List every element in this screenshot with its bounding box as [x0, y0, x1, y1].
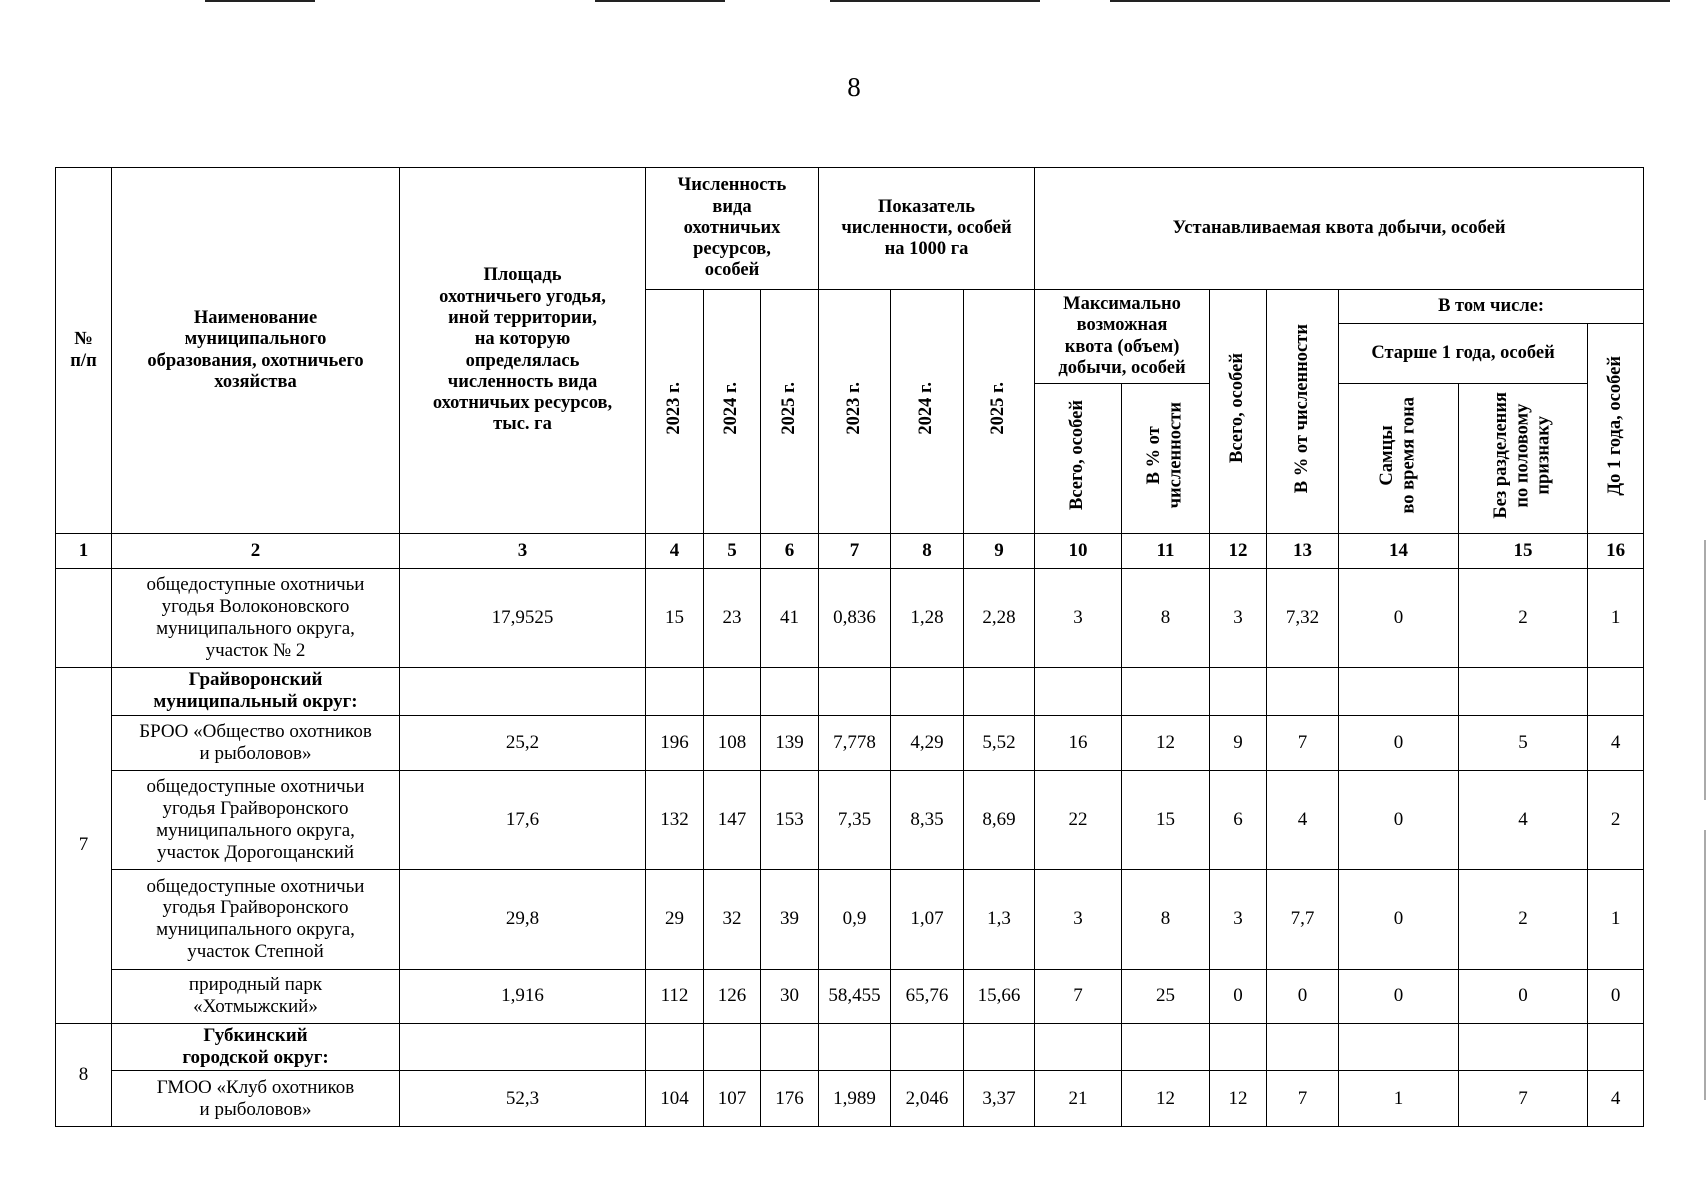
cell-col-12 — [1210, 1023, 1267, 1071]
header-den-2025 — [964, 290, 1035, 534]
cell-col-11 — [1122, 1023, 1210, 1071]
cell-col-11: 15 — [1122, 771, 1210, 869]
cell-col-16: 0 — [1588, 970, 1644, 1023]
header-quota: Устанавливаемая квота добычи, особей — [1035, 168, 1644, 290]
cell-col-14: 0 — [1339, 869, 1459, 970]
cell-col-14 — [1339, 667, 1459, 715]
cell-col-9: 8,69 — [964, 771, 1035, 869]
cell-col-5: 147 — [704, 771, 761, 869]
cell-col-7 — [819, 667, 891, 715]
cell-col-5: 126 — [704, 970, 761, 1023]
cell-col-16: 1 — [1588, 869, 1644, 970]
cell-col-16: 1 — [1588, 569, 1644, 667]
column-number: 15 — [1459, 534, 1588, 569]
header-den-2023 — [819, 290, 891, 534]
district-name: Губкинский городской округ: — [112, 1023, 400, 1071]
group-number — [56, 569, 112, 667]
table-row — [56, 869, 1644, 970]
column-number: 1 — [56, 534, 112, 569]
column-number: 8 — [891, 534, 964, 569]
cell-col-10 — [1035, 667, 1122, 715]
cell-col-8 — [891, 667, 964, 715]
header-den-2024-text: 2024 г. — [916, 382, 937, 435]
cell-col-16 — [1588, 1023, 1644, 1071]
cell-col-14: 0 — [1339, 970, 1459, 1023]
column-number: 12 — [1210, 534, 1267, 569]
cell-col-13: 7,7 — [1267, 869, 1339, 970]
cell-col-10: 7 — [1035, 970, 1122, 1023]
cell-col-7: 7,35 — [819, 771, 891, 869]
table-row — [56, 771, 1644, 869]
cell-col-3: 29,8 — [400, 869, 646, 970]
top-rule — [205, 0, 315, 2]
cell-col-16: 2 — [1588, 771, 1644, 869]
cell-col-6: 41 — [761, 569, 819, 667]
column-number: 11 — [1122, 534, 1210, 569]
table-row — [56, 1071, 1644, 1127]
header-total-q-text: Всего, особей — [1227, 353, 1248, 464]
cell-col-15: 2 — [1459, 869, 1588, 970]
cell-col-4: 132 — [646, 771, 704, 869]
column-number: 2 — [112, 534, 400, 569]
cell-col-9: 2,28 — [964, 569, 1035, 667]
cell-col-13: 7,32 — [1267, 569, 1339, 667]
cell-col-4: 15 — [646, 569, 704, 667]
cell-col-8: 1,07 — [891, 869, 964, 970]
header-density: Показатель численности, особей на 1000 га — [819, 168, 1035, 290]
table-row — [56, 1023, 1644, 1071]
top-rule — [830, 0, 1040, 2]
cell-col-14: 0 — [1339, 715, 1459, 771]
cell-col-3: 52,3 — [400, 1071, 646, 1127]
cell-col-5 — [704, 1023, 761, 1071]
hunting-quota-table — [55, 167, 1644, 1127]
hunting-ground-name: общедоступные охотничьи угодья Грайворонского муниципального округа, участок Дорогощанский — [112, 771, 400, 869]
cell-col-3: 17,6 — [400, 771, 646, 869]
cell-col-13: 7 — [1267, 1071, 1339, 1127]
cell-col-16 — [1588, 667, 1644, 715]
cell-col-4: 104 — [646, 1071, 704, 1127]
cell-col-3: 17,9525 — [400, 569, 646, 667]
column-number: 14 — [1339, 534, 1459, 569]
cell-col-7: 0,836 — [819, 569, 891, 667]
column-number-row — [56, 534, 1644, 569]
header-males-rut — [1339, 384, 1459, 534]
cell-col-13: 0 — [1267, 970, 1339, 1023]
cell-col-4 — [646, 667, 704, 715]
cell-col-8: 8,35 — [891, 771, 964, 869]
header-population: Численность вида охотничьих ресурсов, особей — [646, 168, 819, 290]
header-no-sex — [1459, 384, 1588, 534]
cell-col-6 — [761, 667, 819, 715]
header-num: № п/п — [56, 168, 112, 534]
cell-col-10: 3 — [1035, 869, 1122, 970]
cell-col-7 — [819, 1023, 891, 1071]
cell-col-5: 108 — [704, 715, 761, 771]
column-number: 4 — [646, 534, 704, 569]
hunting-ground-name: общедоступные охотничьи угодья Волоконовского муниципального округа, участок № 2 — [112, 569, 400, 667]
cell-col-10 — [1035, 1023, 1122, 1071]
column-number: 16 — [1588, 534, 1644, 569]
cell-col-15: 4 — [1459, 771, 1588, 869]
column-number: 10 — [1035, 534, 1122, 569]
cell-col-6: 30 — [761, 970, 819, 1023]
cell-col-6 — [761, 1023, 819, 1071]
cell-col-9 — [964, 667, 1035, 715]
cell-col-10: 22 — [1035, 771, 1122, 869]
cell-col-13 — [1267, 1023, 1339, 1071]
cell-col-10: 3 — [1035, 569, 1122, 667]
cell-col-11: 8 — [1122, 569, 1210, 667]
header-total-individuals-text: Всего, особей — [1067, 400, 1088, 511]
column-number: 7 — [819, 534, 891, 569]
hunting-ground-name: природный парк «Хотмыжский» — [112, 970, 400, 1023]
cell-col-16: 4 — [1588, 1071, 1644, 1127]
cell-col-11 — [1122, 667, 1210, 715]
header-older1: Старше 1 года, особей — [1339, 324, 1588, 384]
cell-col-15: 5 — [1459, 715, 1588, 771]
header-pop-2023-text: 2023 г. — [663, 382, 684, 435]
cell-col-8: 4,29 — [891, 715, 964, 771]
cell-col-9: 3,37 — [964, 1071, 1035, 1127]
cell-col-15: 2 — [1459, 569, 1588, 667]
cell-col-15 — [1459, 1023, 1588, 1071]
header-no-sex-text: Без разделения по половому признаку — [1491, 392, 1554, 519]
cell-col-15: 0 — [1459, 970, 1588, 1023]
cell-col-4 — [646, 1023, 704, 1071]
header-pct-q-text: В % от численности — [1291, 323, 1312, 493]
cell-col-3: 25,2 — [400, 715, 646, 771]
cell-col-5: 107 — [704, 1071, 761, 1127]
page-edge — [1704, 540, 1706, 800]
hunting-ground-name: БРОО «Общество охотников и рыболовов» — [112, 715, 400, 771]
column-number: 13 — [1267, 534, 1339, 569]
header-pct-population — [1122, 384, 1210, 534]
header-pop-2025 — [761, 290, 819, 534]
column-number: 6 — [761, 534, 819, 569]
cell-col-14: 0 — [1339, 569, 1459, 667]
header-name: Наименование муниципального образования, охотничьего хозяйства — [112, 168, 400, 534]
table-header — [56, 168, 1644, 534]
cell-col-14: 1 — [1339, 1071, 1459, 1127]
header-pop-2025-text: 2025 г. — [778, 382, 799, 435]
column-number: 3 — [400, 534, 646, 569]
cell-col-13: 4 — [1267, 771, 1339, 869]
header-total-q — [1210, 290, 1267, 534]
header-males-rut-text: Самцы во время гона — [1377, 397, 1419, 514]
cell-col-3 — [400, 1023, 646, 1071]
top-rule — [595, 0, 725, 2]
page-edge — [1704, 830, 1706, 1100]
header-pop-2024 — [704, 290, 761, 534]
cell-col-5: 23 — [704, 569, 761, 667]
header-den-2025-text: 2025 г. — [988, 382, 1009, 435]
cell-col-12: 3 — [1210, 569, 1267, 667]
cell-col-9 — [964, 1023, 1035, 1071]
header-den-2023-text: 2023 г. — [843, 382, 864, 435]
cell-col-5: 32 — [704, 869, 761, 970]
cell-col-10: 21 — [1035, 1071, 1122, 1127]
header-den-2024 — [891, 290, 964, 534]
cell-col-12: 9 — [1210, 715, 1267, 771]
cell-col-11: 12 — [1122, 1071, 1210, 1127]
cell-col-13 — [1267, 667, 1339, 715]
header-total-individuals — [1035, 384, 1122, 534]
cell-col-6: 153 — [761, 771, 819, 869]
cell-col-14 — [1339, 1023, 1459, 1071]
hunting-ground-name: ГМОО «Клуб охотников и рыболовов» — [112, 1071, 400, 1127]
cell-col-12: 3 — [1210, 869, 1267, 970]
header-pct-population-text: В % от численности — [1144, 402, 1186, 509]
column-number: 9 — [964, 534, 1035, 569]
cell-col-14: 0 — [1339, 771, 1459, 869]
district-name: Грайворонский муниципальный округ: — [112, 667, 400, 715]
header-under1-text: До 1 года, особей — [1604, 355, 1625, 496]
hunting-ground-name: общедоступные охотничьи угодья Грайворонского муниципального округа, участок Степной — [112, 869, 400, 970]
cell-col-12: 0 — [1210, 970, 1267, 1023]
table-row — [56, 715, 1644, 771]
cell-col-7: 58,455 — [819, 970, 891, 1023]
cell-col-4: 196 — [646, 715, 704, 771]
header-under1 — [1588, 324, 1644, 534]
header-pop-2023 — [646, 290, 704, 534]
cell-col-8 — [891, 1023, 964, 1071]
cell-col-16: 4 — [1588, 715, 1644, 771]
cell-col-7: 1,989 — [819, 1071, 891, 1127]
cell-col-11: 8 — [1122, 869, 1210, 970]
cell-col-12: 12 — [1210, 1071, 1267, 1127]
cell-col-6: 39 — [761, 869, 819, 970]
cell-col-8: 65,76 — [891, 970, 964, 1023]
cell-col-11: 12 — [1122, 715, 1210, 771]
cell-col-4: 112 — [646, 970, 704, 1023]
cell-col-9: 1,3 — [964, 869, 1035, 970]
cell-col-7: 0,9 — [819, 869, 891, 970]
page-number: 8 — [847, 72, 861, 102]
cell-col-7: 7,778 — [819, 715, 891, 771]
cell-col-4: 29 — [646, 869, 704, 970]
cell-col-3 — [400, 667, 646, 715]
group-number: 8 — [56, 1023, 112, 1126]
header-pop-2024-text: 2024 г. — [721, 382, 742, 435]
cell-col-11: 25 — [1122, 970, 1210, 1023]
cell-col-13: 7 — [1267, 715, 1339, 771]
table-body — [56, 534, 1644, 1127]
cell-col-8: 1,28 — [891, 569, 964, 667]
table-row — [56, 667, 1644, 715]
cell-col-10: 16 — [1035, 715, 1122, 771]
header-max-quota: Максимально возможная квота (объем) добычи, особей — [1035, 290, 1210, 384]
header-including: В том числе: — [1339, 290, 1644, 324]
cell-col-9: 5,52 — [964, 715, 1035, 771]
table-row — [56, 970, 1644, 1023]
top-rule — [1110, 0, 1670, 2]
column-number: 5 — [704, 534, 761, 569]
cell-col-3: 1,916 — [400, 970, 646, 1023]
cell-col-12: 6 — [1210, 771, 1267, 869]
table-row — [56, 569, 1644, 667]
cell-col-8: 2,046 — [891, 1071, 964, 1127]
cell-col-9: 15,66 — [964, 970, 1035, 1023]
cell-col-6: 139 — [761, 715, 819, 771]
cell-col-15: 7 — [1459, 1071, 1588, 1127]
cell-col-5 — [704, 667, 761, 715]
header-area: Площадь охотничьего угодья, иной территории, на которую определялась численность вида охотничьих ресурсов, тыс. га — [400, 168, 646, 534]
group-number: 7 — [56, 667, 112, 1023]
cell-col-6: 176 — [761, 1071, 819, 1127]
header-pct-q — [1267, 290, 1339, 534]
cell-col-15 — [1459, 667, 1588, 715]
cell-col-12 — [1210, 667, 1267, 715]
